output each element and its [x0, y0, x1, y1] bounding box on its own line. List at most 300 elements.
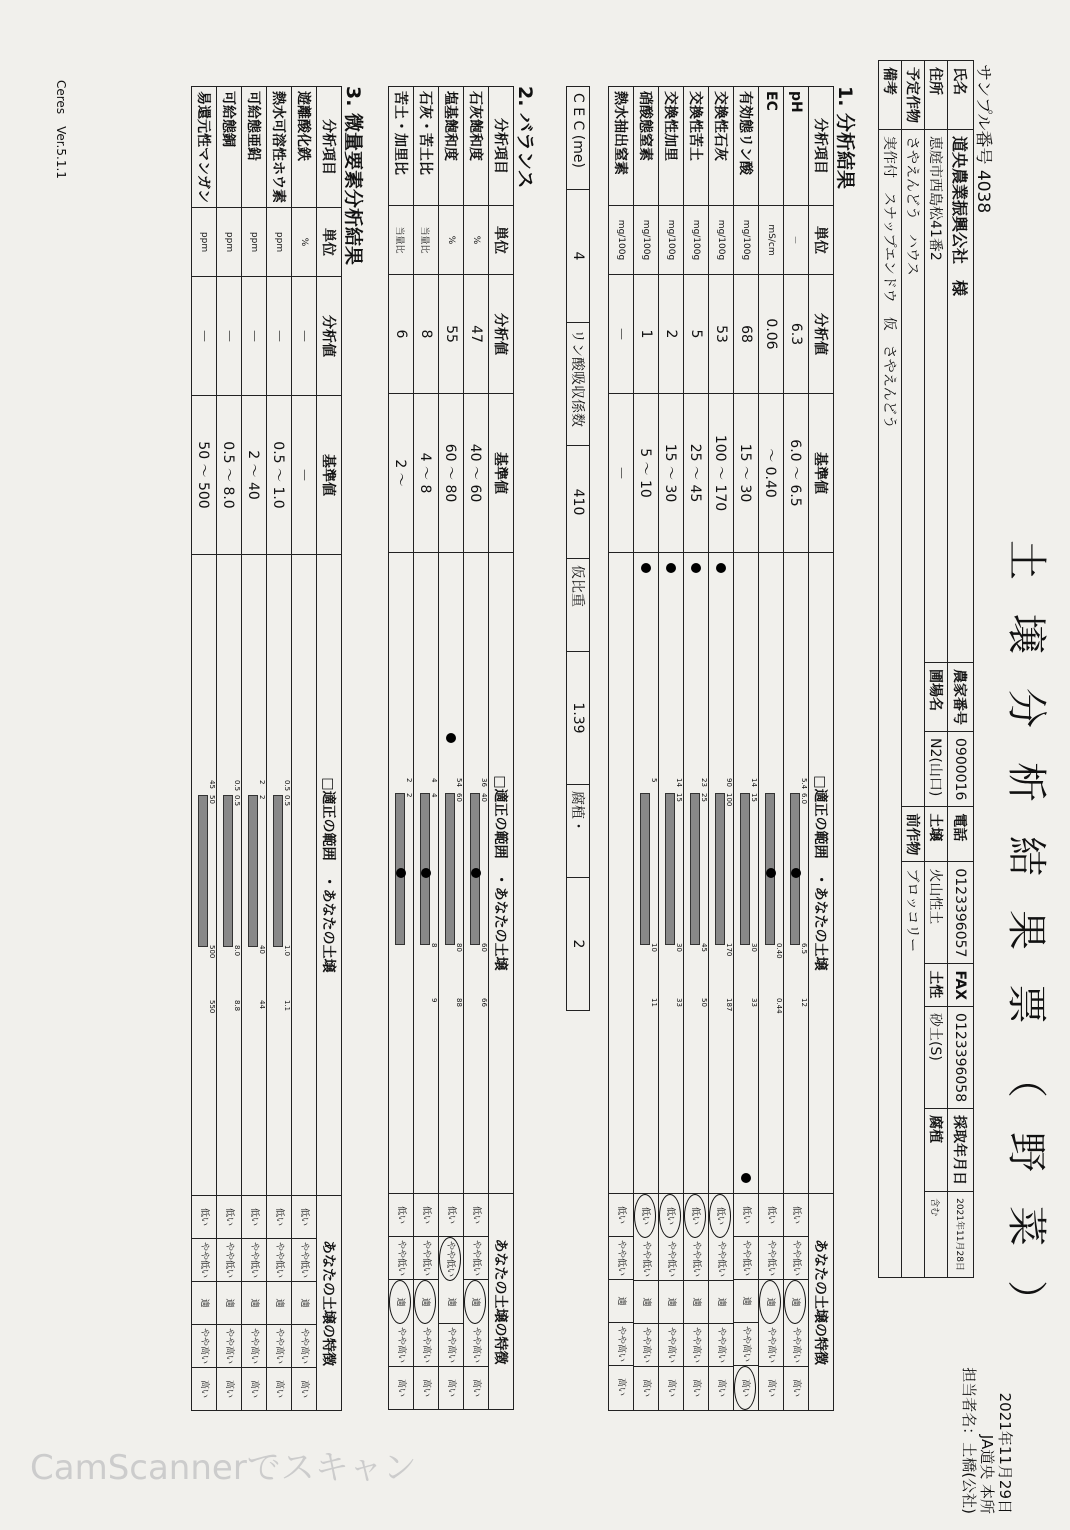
item-name: 遊離酸化鉄: [292, 87, 317, 208]
rating-1: やや低い: [267, 1239, 291, 1282]
appropriate-range-bar: [665, 793, 675, 945]
range-tick: 0.5: [233, 780, 241, 792]
your-soil-dot: [421, 868, 431, 878]
report-date: 2021年11月29日: [996, 1392, 1014, 1514]
col-feature: あなたの土壌の特徴: [317, 1196, 342, 1411]
item-name: 可給態銅: [217, 87, 242, 208]
range-gauge: [634, 553, 658, 1193]
texture-value: 砂土(S): [925, 1007, 948, 1109]
section-analysis-title: 1. 分析結果: [834, 86, 856, 190]
rating-2: 適: [760, 1280, 782, 1324]
range-tick: 45: [208, 780, 216, 789]
your-soil-dot: [641, 563, 651, 573]
sample-value: 4038: [973, 169, 993, 214]
range-gauge: [292, 555, 316, 1195]
rating-2: 適: [292, 1282, 316, 1325]
rating-scale: [684, 1194, 708, 1410]
col-feature: あなたの土壌の特徴: [809, 1194, 834, 1411]
rating-4: 高い: [421, 1378, 431, 1397]
range-tick: 2: [405, 778, 413, 783]
rating-4: 高い: [666, 1378, 676, 1397]
rating-scale: [784, 1194, 808, 1410]
note-value: 実作付 スナップエンドウ 仮 さやえんどう: [879, 130, 902, 1278]
range-tick: 9: [430, 998, 438, 1003]
rating-3: やや高い: [217, 1325, 241, 1368]
range-gauge: [784, 553, 808, 1193]
standard: 0.5 ～ 8.0: [217, 396, 242, 555]
rating-1: やや低い: [414, 1237, 438, 1280]
range-gauge: [609, 553, 633, 1193]
rating-2: 適: [659, 1281, 683, 1324]
section-micro-title: 3. 微量要素分析結果: [342, 86, 364, 266]
col-item: 分析項目: [489, 87, 514, 206]
crop-value: さやえんどう ハウス: [902, 130, 925, 807]
report-org: JA道央 本所: [978, 1434, 996, 1514]
range-tick: 2: [258, 780, 266, 785]
range-tick: 2: [258, 795, 266, 800]
range-gauge-cell: [464, 553, 489, 1194]
rating-cell: [192, 1196, 217, 1411]
item-name: 可給態亜鉛: [242, 87, 267, 208]
appropriate-range-bar: [690, 793, 700, 945]
rating-2: 適: [609, 1280, 633, 1323]
balance-table: [388, 86, 514, 1410]
standard: 15 ～ 30: [659, 394, 684, 553]
value: 2: [659, 275, 684, 394]
range-tick: 1.1: [283, 1000, 291, 1012]
rating-cell: [659, 1194, 684, 1411]
item-name: 硝酸態窒素: [634, 87, 659, 206]
range-tick: 50: [208, 795, 216, 804]
value: －: [267, 277, 292, 396]
range-tick: 60: [480, 943, 488, 952]
rating-3: やや高い: [439, 1324, 463, 1367]
rating-scale: [659, 1194, 683, 1410]
item-name: 交換性加里: [659, 87, 684, 206]
summary-table: [566, 86, 590, 1011]
rating-2: 適: [684, 1281, 708, 1324]
range-tick: 500: [208, 945, 216, 959]
rating-4: 高い: [471, 1378, 481, 1397]
rating-1: やや低い: [242, 1239, 266, 1282]
range-tick: 187: [725, 998, 733, 1012]
range-gauge-cell: [784, 553, 809, 1194]
standard: 100 ～ 170: [709, 394, 734, 553]
item-name: 交換性苦土: [684, 87, 709, 206]
range-tick: 23: [700, 778, 708, 787]
unit: ppm: [242, 208, 267, 277]
standard: 6.0 ～ 6.5: [784, 394, 809, 553]
standard: 5 ～ 10: [634, 394, 659, 553]
address-value: 恵庭市西島松41番2: [925, 130, 948, 663]
rating-0: 低い: [242, 1196, 266, 1239]
farm-no-label: 農家番号: [948, 663, 974, 732]
rating-4: 高い: [396, 1378, 406, 1397]
appropriate-range-bar: [223, 795, 233, 947]
range-gauge-cell: [292, 555, 317, 1196]
farm-no-value: 0900016: [948, 732, 974, 807]
range-tick: 50: [700, 998, 708, 1007]
standard: 4 ～ 8: [414, 394, 439, 553]
rating-1: やや低い: [217, 1239, 241, 1282]
range-gauge: [734, 553, 758, 1193]
rating-scale: [267, 1196, 291, 1410]
unit: %: [464, 206, 489, 275]
rating-4: 高い: [766, 1378, 776, 1397]
rating-1: やや低い: [292, 1239, 316, 1282]
range-tick: 30: [750, 943, 758, 952]
range-gauge-cell: [759, 553, 784, 1194]
col-std: 基準値: [317, 396, 342, 555]
col-range: □適正の範囲 ・あなたの土壌: [809, 553, 834, 1194]
rating-3: やや高い: [684, 1324, 708, 1367]
rating-2: 適: [217, 1282, 241, 1325]
rating-3: やや高い: [389, 1324, 413, 1367]
cec-value: 4: [567, 190, 590, 323]
range-gauge-cell: [709, 553, 734, 1194]
col-item: 分析項目: [809, 87, 834, 206]
rating-0: 低い: [759, 1194, 783, 1237]
sampled-value: 2021年11月28日: [948, 1192, 974, 1278]
range-gauge-cell: [684, 553, 709, 1194]
range-gauge: [684, 553, 708, 1193]
range-tick: 0.5: [283, 795, 291, 807]
rating-4: 高い: [224, 1379, 234, 1398]
range-gauge-cell: [734, 553, 759, 1194]
range-tick: 0.40: [775, 943, 783, 959]
rating-4: 高い: [274, 1379, 284, 1398]
name-label: 氏名: [948, 61, 974, 130]
gravity-label: 仮比重: [567, 559, 590, 652]
table-row: [292, 87, 317, 1411]
cec-label: C E C (me): [567, 87, 590, 190]
table-row: [709, 87, 734, 1411]
value: 53: [709, 275, 734, 394]
rating-0: 低い: [292, 1196, 316, 1239]
col-range: □適正の範囲 ・あなたの土壌: [489, 553, 514, 1194]
standard: 60 ～ 80: [439, 394, 464, 553]
sample-number: [973, 64, 998, 213]
standard: 25 ～ 45: [684, 394, 709, 553]
rating-cell: [267, 1196, 292, 1411]
unit: %: [439, 206, 464, 275]
range-tick: 54: [455, 778, 463, 787]
value: －: [292, 277, 317, 396]
range-gauge-cell: [242, 555, 267, 1196]
your-soil-dot: [666, 563, 676, 573]
rating-2: 適: [192, 1282, 216, 1325]
range-tick: 44: [258, 1000, 266, 1009]
range-tick: 11: [650, 998, 658, 1007]
value: 68: [734, 275, 759, 394]
range-gauge: [192, 555, 216, 1195]
crop-label: 予定作物: [902, 61, 925, 130]
rating-1: やや低い: [609, 1237, 633, 1280]
range-gauge: [659, 553, 683, 1193]
range-gauge: [217, 555, 241, 1195]
table-row: [609, 87, 634, 1411]
range-tick: 40: [258, 945, 266, 954]
unit: %: [292, 208, 317, 277]
range-gauge: [414, 553, 438, 1193]
your-soil-dot: [446, 733, 456, 743]
value: 1: [634, 275, 659, 394]
range-tick: 60: [455, 793, 463, 802]
standard: 15 ～ 30: [734, 394, 759, 553]
standard: －: [292, 396, 317, 555]
range-tick: 0.44: [775, 998, 783, 1014]
rating-3: やや高い: [414, 1324, 438, 1367]
range-gauge-cell: [389, 553, 414, 1194]
rating-0: 低い: [660, 1194, 682, 1238]
report-title: 土壌分析結果票（野菜）: [1003, 540, 1049, 1354]
rating-2: 適: [785, 1280, 807, 1324]
range-tick: 8.0: [233, 945, 241, 957]
rating-scale: [192, 1196, 216, 1410]
standard: ～ 0.40: [759, 394, 784, 553]
table-row: [267, 87, 292, 1411]
section-balance-title: 2. バランス: [514, 86, 536, 189]
value: －: [242, 277, 267, 396]
customer-info-table: [878, 60, 974, 1278]
rating-0: 低い: [414, 1194, 438, 1237]
range-tick: 1.0: [283, 945, 291, 957]
sample-label: サンプル番号: [973, 64, 993, 165]
rating-cell: [609, 1194, 634, 1411]
rating-cell: [634, 1194, 659, 1411]
rating-cell: [414, 1194, 439, 1410]
note-label: 備考: [879, 61, 902, 130]
item-name: 石灰飽和度: [464, 87, 489, 206]
tel-value: 0123396057: [948, 862, 974, 964]
rating-0: 低い: [784, 1194, 808, 1237]
address-label: 住所: [925, 61, 948, 130]
tel-label: 電話: [948, 807, 974, 862]
table-row: [784, 87, 809, 1411]
table-row: [734, 87, 759, 1411]
rating-1: やや低い: [784, 1237, 808, 1280]
table-row: [684, 87, 709, 1411]
range-tick: 4: [430, 793, 438, 798]
rating-4: 高い: [446, 1378, 456, 1397]
field-label: 圃場名: [925, 663, 948, 732]
appropriate-range-bar: [640, 793, 650, 945]
camscanner-watermark: CamScannerでスキャン: [30, 1448, 417, 1488]
prev-crop-value: ブロッコリー: [902, 862, 925, 1278]
range-gauge: [709, 553, 733, 1193]
rating-cell: [292, 1196, 317, 1411]
rating-3: やや高い: [759, 1324, 783, 1367]
rating-0: 低い: [734, 1194, 758, 1237]
unit: mg/100g: [709, 206, 734, 275]
rating-3: やや高い: [634, 1324, 658, 1367]
range-gauge: [759, 553, 783, 1193]
item-name: 熱水可溶性ホウ素: [267, 87, 292, 208]
rating-0: 低い: [192, 1196, 216, 1239]
appropriate-range-bar: [248, 795, 258, 947]
rating-scale: [464, 1194, 488, 1409]
rating-3: やや高い: [242, 1325, 266, 1368]
rating-1: やや低い: [734, 1237, 758, 1280]
col-item: 分析項目: [317, 87, 342, 208]
item-name: 熱水抽出窒素: [609, 87, 634, 206]
rating-3: やや高い: [709, 1324, 733, 1367]
unit: mg/100g: [609, 206, 634, 275]
table-row: [217, 87, 242, 1411]
rating-cell: [389, 1194, 414, 1410]
your-soil-dot: [766, 868, 776, 878]
appropriate-range-bar: [715, 793, 725, 945]
range-tick: 40: [480, 793, 488, 802]
rating-scale: [389, 1194, 413, 1409]
item-name: pH: [784, 87, 809, 206]
rating-cell: [464, 1194, 489, 1410]
rating-cell: [784, 1194, 809, 1411]
range-tick: 170: [725, 943, 733, 957]
unit: mg/100g: [684, 206, 709, 275]
rating-4: 高い: [691, 1378, 701, 1397]
range-gauge: [439, 553, 463, 1193]
rating-0: 低い: [389, 1194, 413, 1237]
appropriate-range-bar: [198, 795, 208, 947]
range-tick: 10: [650, 943, 658, 952]
range-tick: 5.4: [800, 778, 808, 790]
rating-2: 適: [267, 1282, 291, 1325]
col-feature: あなたの土壌の特徴: [489, 1194, 514, 1410]
range-tick: 45: [700, 943, 708, 952]
p-absorption-value: 410: [567, 446, 590, 559]
your-soil-dot: [691, 563, 701, 573]
rating-2: 適: [390, 1280, 412, 1324]
rating-3: やや高い: [192, 1325, 216, 1368]
value: 47: [464, 275, 489, 394]
unit: mg/100g: [634, 206, 659, 275]
rating-4: 高い: [641, 1378, 651, 1397]
item-name: 有効態リン酸: [734, 87, 759, 206]
unit: mS/cm: [759, 206, 784, 275]
fax-label: FAX: [948, 964, 974, 1007]
range-tick: 14: [675, 778, 683, 787]
range-tick: 80: [455, 943, 463, 952]
rating-1: やや低い: [659, 1238, 683, 1281]
rating-scale: [634, 1194, 658, 1410]
rating-2: 適: [439, 1281, 463, 1324]
col-value: 分析値: [317, 277, 342, 396]
unit: 当量比: [414, 206, 439, 275]
value: 6.3: [784, 275, 809, 394]
unit: ppm: [192, 208, 217, 277]
soil-value: 火山性土: [925, 862, 948, 964]
table-row: [659, 87, 684, 1411]
humus-label: 腐植: [925, 1109, 948, 1192]
item-name: 苦土・加里比: [389, 87, 414, 206]
rating-4: 高い: [199, 1379, 209, 1398]
table-row: [464, 87, 489, 1410]
range-tick: 550: [208, 1000, 216, 1014]
range-gauge-cell: [439, 553, 464, 1194]
rating-scale: [242, 1196, 266, 1410]
soil-label: 土壌: [925, 807, 948, 862]
item-name: EC: [759, 87, 784, 206]
range-tick: 2: [405, 793, 413, 798]
rating-cell: [684, 1194, 709, 1411]
rating-cell: [759, 1194, 784, 1411]
standard: 50 ～ 500: [192, 396, 217, 555]
value: 0.06: [759, 275, 784, 394]
range-tick: 6.0: [800, 793, 808, 805]
rating-3: やや高い: [609, 1323, 633, 1366]
range-tick: 30: [675, 943, 683, 952]
humus-value: 含む: [925, 1192, 948, 1278]
range-tick: 8.8: [233, 1000, 241, 1012]
unit: －: [784, 206, 809, 275]
appropriate-range-bar: [273, 795, 283, 947]
col-std: 基準値: [809, 394, 834, 553]
rating-scale: [439, 1194, 463, 1409]
col-range: □適正の範囲 ・あなたの土壌: [317, 555, 342, 1196]
range-gauge-cell: [192, 555, 217, 1196]
rating-2: 適: [709, 1281, 733, 1324]
col-value: 分析値: [809, 275, 834, 394]
range-tick: 5: [650, 778, 658, 783]
range-tick: 100: [725, 793, 733, 807]
customer-name: 道央農業振興公社 様: [948, 130, 974, 663]
your-soil-dot: [741, 1173, 751, 1183]
range-tick: 90: [725, 778, 733, 787]
rating-scale: [734, 1194, 758, 1410]
range-gauge: [389, 553, 413, 1193]
rating-1: やや低い: [192, 1239, 216, 1282]
range-tick: 33: [675, 998, 683, 1007]
appropriate-range-bar: [445, 793, 455, 945]
range-tick: 66: [480, 998, 488, 1007]
rating-2: 適: [634, 1281, 658, 1324]
range-tick: 15: [675, 793, 683, 802]
rating-4: 高い: [716, 1378, 726, 1397]
standard: 0.5 ～ 1.0: [267, 396, 292, 555]
appropriate-range-bar: [740, 793, 750, 945]
value: 8: [414, 275, 439, 394]
range-tick: 14: [750, 778, 758, 787]
range-gauge-cell: [414, 553, 439, 1194]
rating-3: やや高い: [267, 1325, 291, 1368]
rating-1: やや低い: [634, 1238, 658, 1281]
summary-humus-label: 腐植・: [567, 785, 590, 878]
table-row: [759, 87, 784, 1411]
rating-4: 高い: [791, 1378, 801, 1397]
rating-3: やや高い: [734, 1323, 758, 1366]
gravity-value: 1.39: [567, 652, 590, 785]
rating-0: 低い: [217, 1196, 241, 1239]
rating-0: 低い: [267, 1196, 291, 1239]
value: 5: [684, 275, 709, 394]
your-soil-dot: [791, 868, 801, 878]
rating-scale: [217, 1196, 241, 1410]
summary-humus-value: 2: [567, 878, 590, 1011]
col-std: 基準値: [489, 394, 514, 553]
rating-0: 低い: [609, 1194, 633, 1237]
range-tick: 0.5: [283, 780, 291, 792]
value: －: [609, 275, 634, 394]
micro-table: [191, 86, 342, 1411]
rating-2: 適: [734, 1280, 758, 1323]
range-tick: 15: [750, 793, 758, 802]
unit: mg/100g: [659, 206, 684, 275]
range-gauge: [242, 555, 266, 1195]
analysis-table: [608, 86, 834, 1411]
standard: 40 ～ 60: [464, 394, 489, 553]
range-gauge: [464, 553, 488, 1193]
